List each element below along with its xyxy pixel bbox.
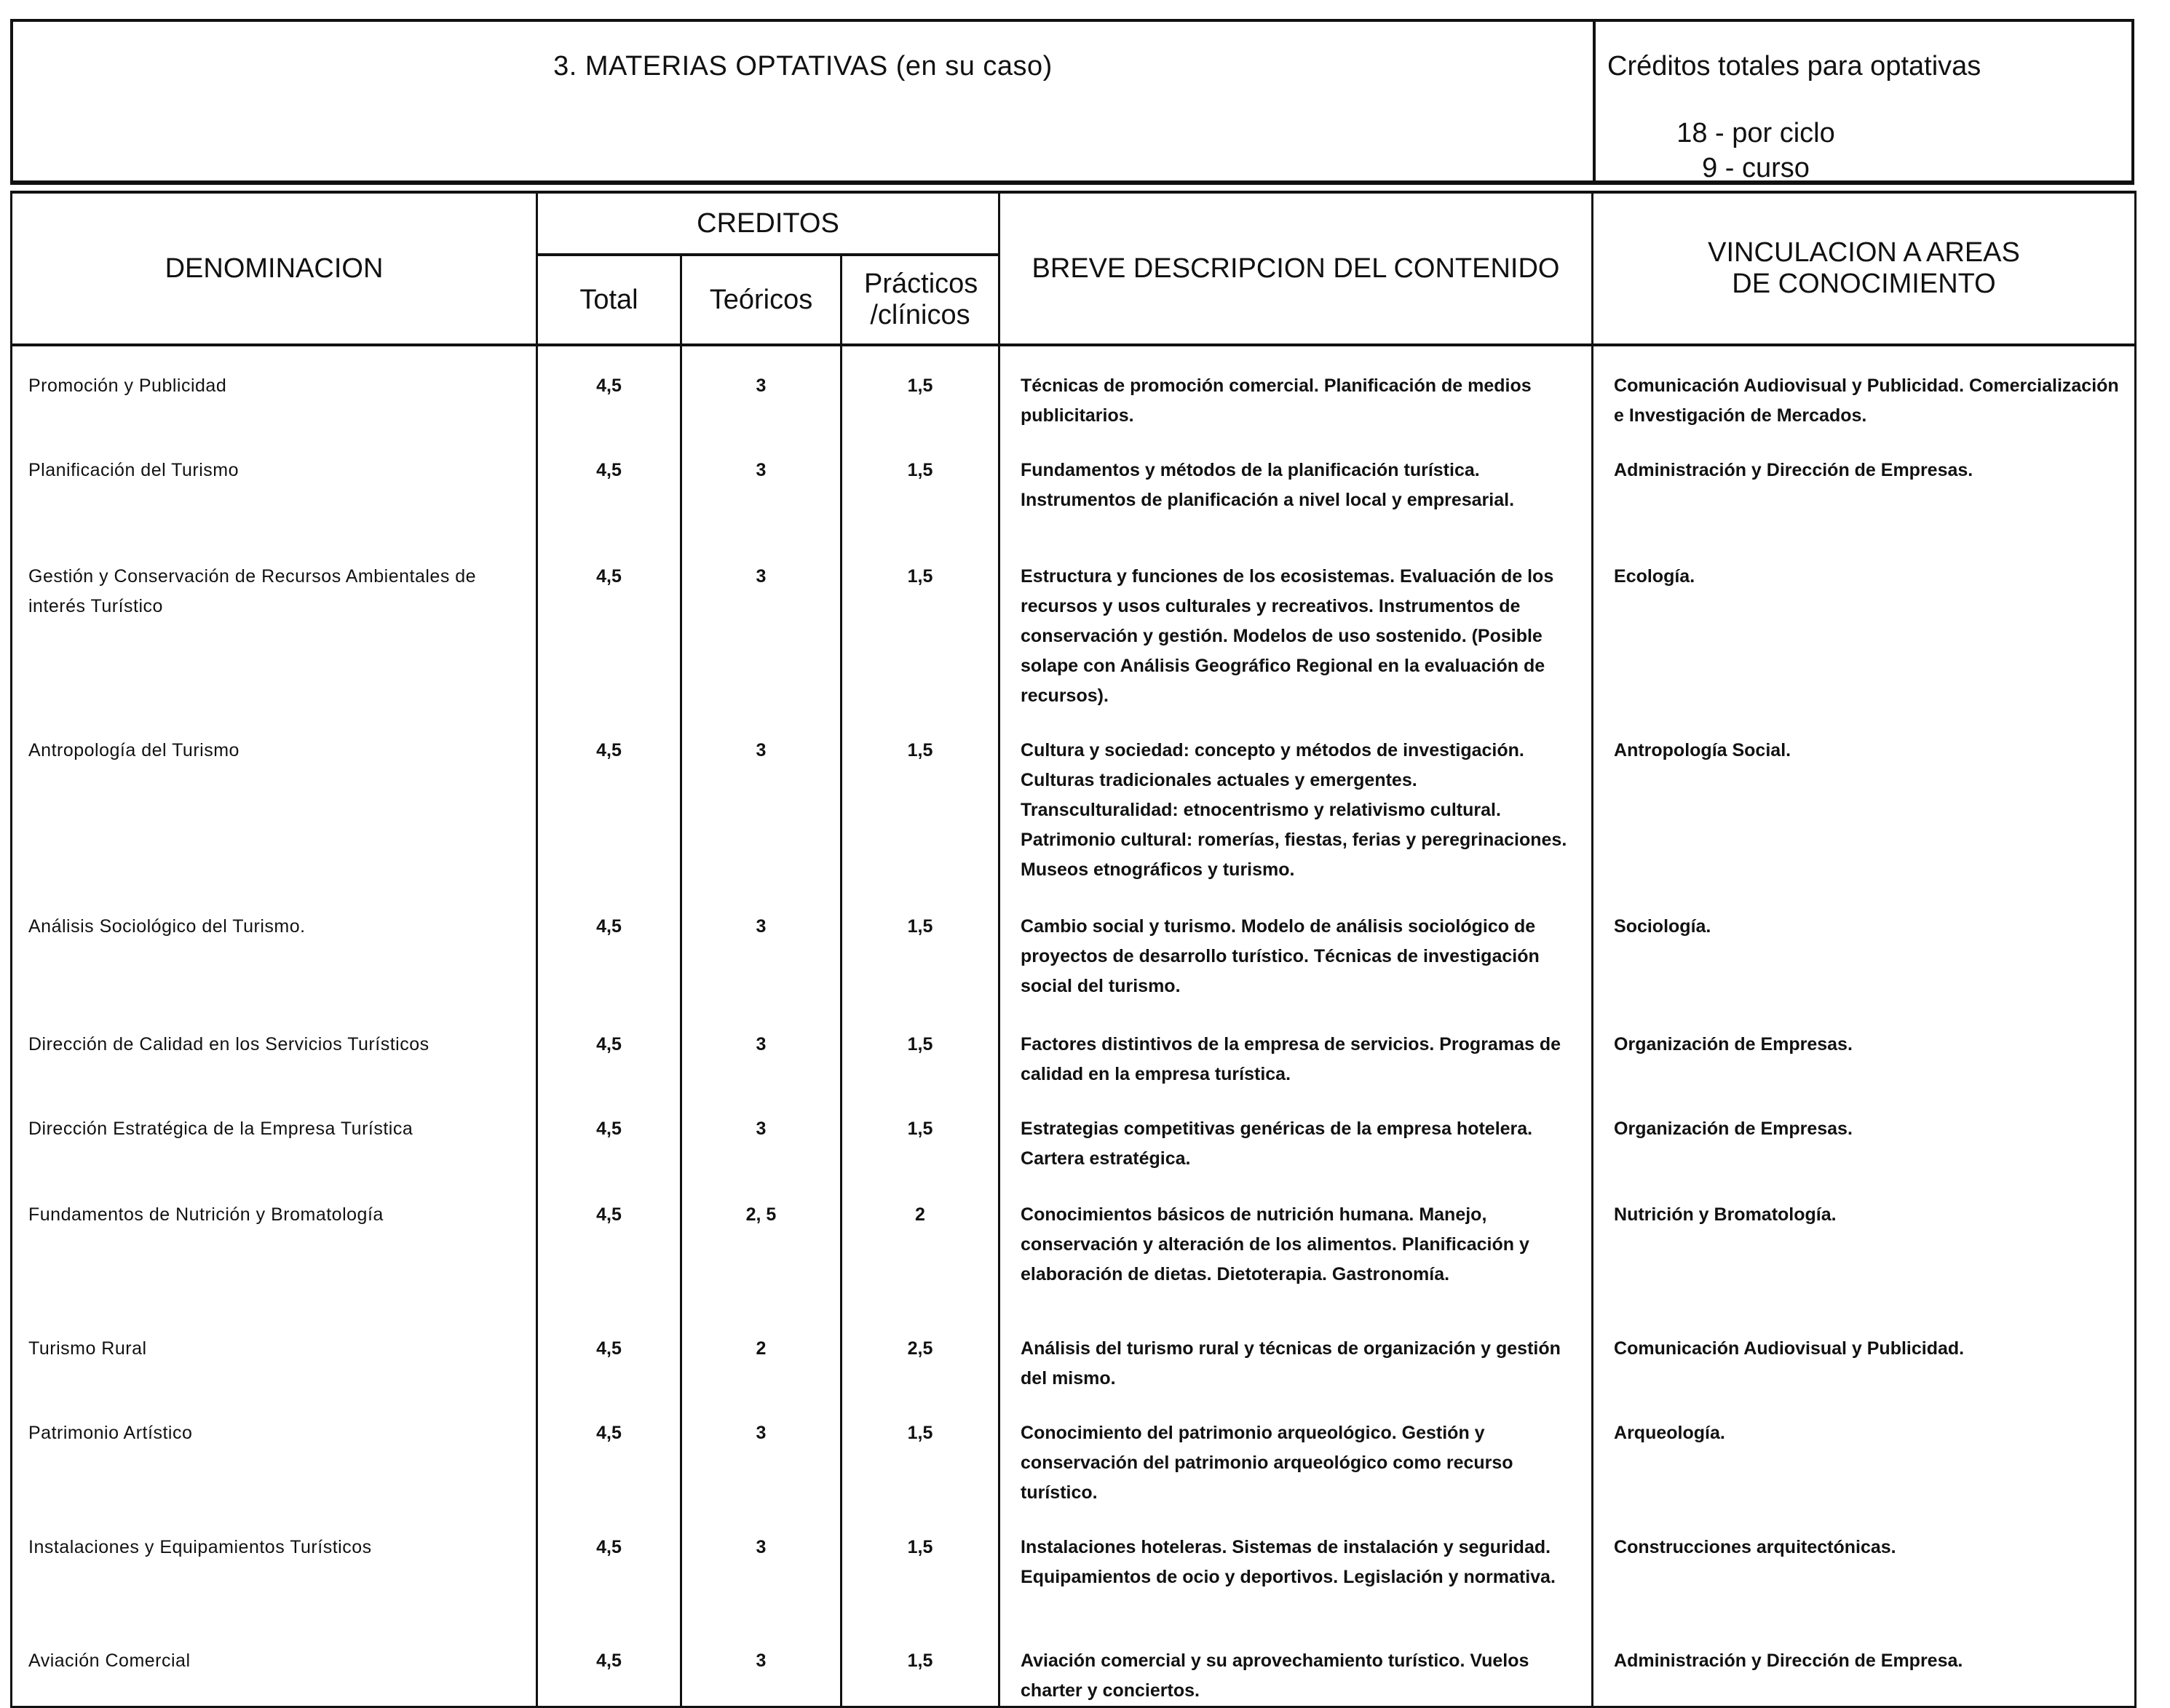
credits-per-course: 9 - curso — [1702, 153, 1810, 183]
header-practicos: Prácticos /clínicos — [842, 255, 999, 345]
row-denominacion: Promoción y Publicidad — [12, 345, 537, 431]
row-teoricos: 3 — [681, 1394, 842, 1508]
row-teoricos: 3 — [681, 431, 842, 537]
header-vinculacion: VINCULACION A AREAS DE CONOCIMIENTO — [1593, 192, 2136, 345]
row-vinculacion: Antropología Social. — [1593, 711, 2136, 887]
row-descripcion: Estrategias competitivas genéricas de la empresa hotelera. Cartera estratégica. — [999, 1089, 1593, 1175]
row-descripcion: Estructura y funciones de los ecosistemas. Evaluación de los recursos y usos culturales y recreativos. Instrumentos de conservación y gestión. Modelos de uso sostenido. (Posible solape con Análisis Geográfico Regional en la evaluación de recursos). — [999, 537, 1593, 711]
table-row — [12, 1309, 2136, 1394]
row-vinculacion: Construcciones arquitectónicas. — [1593, 1508, 2136, 1621]
row-teoricos: 3 — [681, 1508, 842, 1621]
row-total: 4,5 — [537, 345, 681, 431]
header-teoricos: Teóricos — [681, 255, 842, 345]
row-descripcion: Fundamentos y métodos de la planificación turística. Instrumentos de planificación a nivel local y empresarial. — [999, 431, 1593, 537]
table-row — [12, 887, 2136, 1005]
row-practicos: 1,5 — [842, 711, 999, 887]
row-denominacion: Patrimonio Artístico — [12, 1394, 537, 1508]
optativas-table — [10, 191, 2137, 1708]
row-descripcion: Conocimientos básicos de nutrición humana. Manejo, conservación y alteración de los alimentos. Planificación y elaboración de dietas. Dietoterapia. Gastronomía. — [999, 1175, 1593, 1309]
row-practicos: 1,5 — [842, 1508, 999, 1621]
row-total: 4,5 — [537, 1394, 681, 1508]
row-practicos: 1,5 — [842, 1005, 999, 1089]
row-practicos: 1,5 — [842, 537, 999, 711]
table-row — [12, 1089, 2136, 1175]
table-body — [12, 345, 2136, 1707]
row-descripcion: Factores distintivos de la empresa de servicios. Programas de calidad en la empresa turística. — [999, 1005, 1593, 1089]
row-denominacion: Dirección Estratégica de la Empresa Turística — [12, 1089, 537, 1175]
row-denominacion: Aviación Comercial — [12, 1621, 537, 1707]
row-vinculacion: Administración y Dirección de Empresa. — [1593, 1621, 2136, 1707]
header-total: Total — [537, 255, 681, 345]
row-practicos: 1,5 — [842, 1089, 999, 1175]
row-denominacion: Instalaciones y Equipamientos Turísticos — [12, 1508, 537, 1621]
row-teoricos: 3 — [681, 345, 842, 431]
row-vinculacion: Organización de Empresas. — [1593, 1089, 2136, 1175]
row-teoricos: 3 — [681, 711, 842, 887]
table-row — [12, 1394, 2136, 1508]
row-denominacion: Turismo Rural — [12, 1309, 537, 1394]
row-teoricos: 3 — [681, 1089, 842, 1175]
table-row — [12, 345, 2136, 431]
row-practicos: 1,5 — [842, 1394, 999, 1508]
row-descripcion: Análisis del turismo rural y técnicas de organización y gestión del mismo. — [999, 1309, 1593, 1394]
header-descripcion: BREVE DESCRIPCION DEL CONTENIDO — [999, 192, 1593, 345]
row-teoricos: 3 — [681, 887, 842, 1005]
row-descripcion: Aviación comercial y su aprovechamiento turístico. Vuelos charter y conciertos. — [999, 1621, 1593, 1707]
row-teoricos: 2 — [681, 1309, 842, 1394]
row-total: 4,5 — [537, 711, 681, 887]
credits-per-cycle: 18 - por ciclo — [1676, 118, 1835, 148]
table-row — [12, 431, 2136, 537]
row-vinculacion: Administración y Dirección de Empresas. — [1593, 431, 2136, 537]
row-denominacion: Fundamentos de Nutrición y Bromatología — [12, 1175, 537, 1309]
row-total: 4,5 — [537, 1309, 681, 1394]
row-teoricos: 3 — [681, 537, 842, 711]
row-total: 4,5 — [537, 1005, 681, 1089]
row-descripcion: Cultura y sociedad: concepto y métodos de investigación. Culturas tradicionales actuales y emergentes. Transculturalidad: etnocentrismo y relativismo cultural. Patrimonio cultural: romerías, fiestas, ferias y peregrinaciones. Museos etnográficos y turismo. — [999, 711, 1593, 887]
row-denominacion: Antropología del Turismo — [12, 711, 537, 887]
table-row — [12, 537, 2136, 711]
row-vinculacion: Nutrición y Bromatología. — [1593, 1175, 2136, 1309]
row-denominacion: Dirección de Calidad en los Servicios Turísticos — [12, 1005, 537, 1089]
row-descripcion: Instalaciones hoteleras. Sistemas de instalación y seguridad. Equipamientos de ocio y deportivos. Legislación y normativa. — [999, 1508, 1593, 1621]
table-row — [12, 1175, 2136, 1309]
optativas-header-box — [10, 19, 2134, 185]
row-total: 4,5 — [537, 887, 681, 1005]
row-denominacion: Análisis Sociológico del Turismo. — [12, 887, 537, 1005]
row-vinculacion: Organización de Empresas. — [1593, 1005, 2136, 1089]
row-vinculacion: Comunicación Audiovisual y Publicidad. Comercialización e Investigación de Mercados. — [1593, 345, 2136, 431]
table-row — [12, 1621, 2136, 1707]
row-total: 4,5 — [537, 1621, 681, 1707]
row-teoricos: 3 — [681, 1621, 842, 1707]
row-total: 4,5 — [537, 537, 681, 711]
row-vinculacion: Comunicación Audiovisual y Publicidad. — [1593, 1309, 2136, 1394]
row-total: 4,5 — [537, 1089, 681, 1175]
row-practicos: 2,5 — [842, 1309, 999, 1394]
row-descripcion: Técnicas de promoción comercial. Planificación de medios publicitarios. — [999, 345, 1593, 431]
header-denominacion: DENOMINACION — [12, 192, 537, 345]
row-total: 4,5 — [537, 1508, 681, 1621]
row-practicos: 1,5 — [842, 887, 999, 1005]
credits-title: Créditos totales para optativas — [1607, 51, 1981, 82]
row-teoricos: 2, 5 — [681, 1175, 842, 1309]
row-denominacion: Planificación del Turismo — [12, 431, 537, 537]
header-creditos: CREDITOS — [537, 192, 999, 255]
row-descripcion: Conocimiento del patrimonio arqueológico. Gestión y conservación del patrimonio arqueológico como recurso turístico. — [999, 1394, 1593, 1508]
row-descripcion: Cambio social y turismo. Modelo de análisis sociológico de proyectos de desarrollo turístico. Técnicas de investigación social del turismo. — [999, 887, 1593, 1005]
row-practicos: 2 — [842, 1175, 999, 1309]
row-vinculacion: Sociología. — [1593, 887, 2136, 1005]
table-row — [12, 711, 2136, 887]
row-total: 4,5 — [537, 1175, 681, 1309]
table-row — [12, 1508, 2136, 1621]
row-denominacion: Gestión y Conservación de Recursos Ambientales de interés Turístico — [12, 537, 537, 711]
row-practicos: 1,5 — [842, 345, 999, 431]
row-practicos: 1,5 — [842, 431, 999, 537]
table-row — [12, 1005, 2136, 1089]
row-vinculacion: Ecología. — [1593, 537, 2136, 711]
row-practicos: 1,5 — [842, 1621, 999, 1707]
row-vinculacion: Arqueología. — [1593, 1394, 2136, 1508]
row-teoricos: 3 — [681, 1005, 842, 1089]
section-title: 3. MATERIAS OPTATIVAS (en su caso) — [553, 51, 1053, 82]
row-total: 4,5 — [537, 431, 681, 537]
